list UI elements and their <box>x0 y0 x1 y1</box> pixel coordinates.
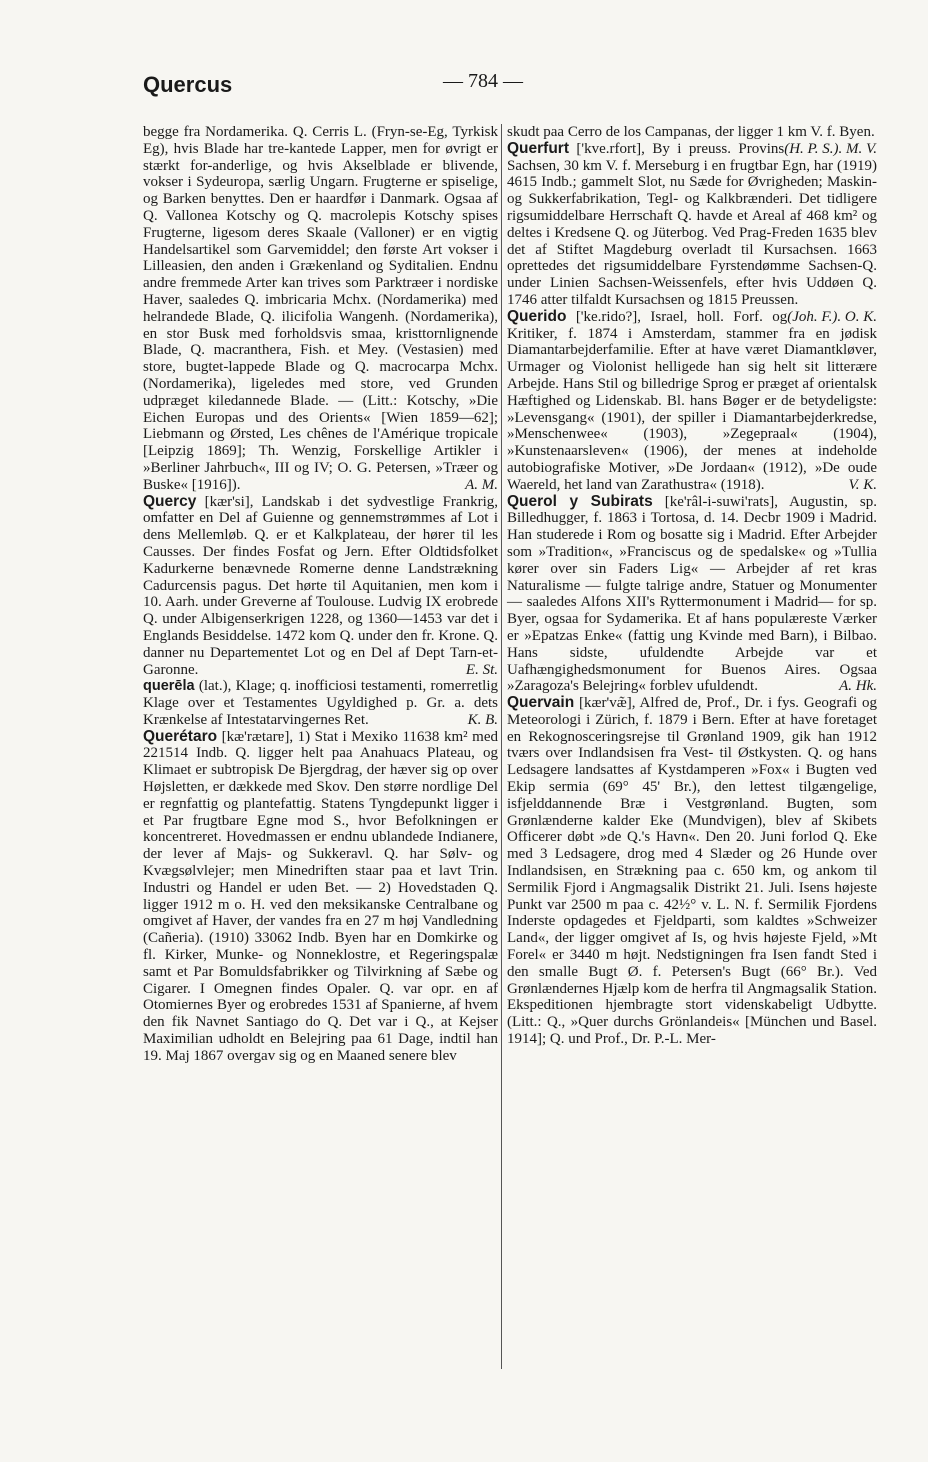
author-signature: A. M. <box>465 476 498 493</box>
author-signature: K. B. <box>467 711 498 728</box>
entry-text: (lat.), Klage; q. inofficiosi testamenti, romerretlig Klage over et Testamentes Ugyldighed p. Gr. a. dets Krænkelse af Intestatarvingernes Ret. <box>143 678 499 728</box>
page-header <box>143 68 876 104</box>
entry-queretaro <box>143 729 498 1065</box>
entry-text: [kær'si], Landskab i det sydvestlige Frankrig, omfatter en Del af Guienne og gennemstrømmes af Lot i dens Mellemløb. Q. er et Kalkplateau, der hører til les Causses. Der findes Fosfat og Jern. Efter Oldtidsfolket Kadurkerne benævnede Romerne denne Landstrækning Cadurcensis pagus. Det hørte til Aquitanien, men kom i 10. Aarh. under Greverne af Toulouse. Ludvig IX erobrede Q. under Albigenserkrigen 1228, og 1360—1453 var det i Englands Besiddelse. 1472 kom Q. under den fr. Krone. Q. danner nu Departementet Lot og en Del af Dept Tarn-et-Garonne. <box>143 493 499 678</box>
left-column <box>143 124 498 1065</box>
entry-headword: querēla <box>143 678 195 695</box>
entry-text: [kæ'rætarɐ], 1) Stat i Mexiko 11638 km² med 221514 Indb. Q. ligger helt paa Anahuacs Plateau, og Klimaet er subtropisk De Bjergdrag, der hæver sig op over Højsletten, er dækkede med Skov. Den større nordlige Del er regnfattig og plantefattig. Statens Tyngdepunkt ligger i et Par frugtbare Egne mod S., hvor Befolkningen er koncentreret. Hovedmassen er endnu ublandede Indianere, der lever af Majs- og Sukkeravl. Q. har Sølv- og Kvægsølvlejer; men Minedriften staar paa et lavt Trin. Industri og Handel er uden Bet. — 2) Hovedstaden Q. ligger 1912 m o. H. ved den meksikanske Centralbane og omgivet af Haver, der vandes fra en 27 m høj Vandledning (Cañeria). (1910) 33062 Indb. Byen har en Domkirke og fl. Kirker, Munke- og Nonneklostre, et Regeringspalæ samt et Par Bomuldsfabrikker og Tilvirkning af Sæbe og Cigarer. I Omegnen findes Opaler. Q. var opr. en af Otomiernes Byer og erobredes 1531 af Spanierne, af hvem den fik Navnet Santiago do Q. Det var i Q., at Kejser Maximilian udholdt en Belejring paa 61 Dage, indtil han 19. Maj 1867 overgav sig og en Maaned senere blev <box>143 728 498 1064</box>
running-headword: Quercus <box>143 72 233 97</box>
author-signature: E. St. <box>465 661 498 678</box>
entry-querido <box>507 309 877 494</box>
entry-headword: Quervain <box>507 694 575 712</box>
entry-querela <box>143 678 498 728</box>
author-signature: (H. P. S.). M. V. <box>784 140 877 157</box>
entry-headword: Querétaro <box>143 727 218 745</box>
entry-quervain <box>507 695 877 1048</box>
entry-text: [kær'væ̃], Alfred de, Prof., Dr. i fys. Geografi og Meteorologi i Zürich, f. 1879 i Bern. Efter at have foretaget en Rekognosceringsrejse til Grønland 1909, gik han 1912 tværs over Indlandsisen fra Vest- til Østkysten. Q. og hans Ledsagere landsattes af Kystdamperen »Fox« i Bugten ved Ekip sermia (69° 45' Br.), den lettest tilgængelige, isfjelddannende Bræ i Vestgrønland. Bugten, som Grønlænderne kalder Eke (Mundvigen), blev af Skibets Officerer døbt »de Q.'s Havn«. Den 20. Juni forlod Q. Eke med 3 Ledsagere, drog med 4 Slæder og 26 Hunde over Indlandsisen, en Strækning paa c. 650 km, og ankom til Sermilik Fjord i Angmagsalik Distrikt 21. Juli. Isens højeste Punkt var 2500 m paa c. 42½° v. L. N. f. Sermilik Fjordens Inderste opdagedes et Fjeldparti, som kaldtes »Schweizer Land«, der ligger omgivet af Is, og hvis højeste Fjeld, »Mt Forel« er 3440 m højt. Nedstigningen fra Isen fandt Sted i den smalle Bugt Ø. f. Petersen's Bugt (66° Br.). Ved Grønlændernes Hjælp kom de herfra til Angmagsalik Station. Ekspeditionen hjembragte stort videnskabeligt Udbytte. (Litt.: Q., »Quer durchs Grönlandeis« [München und Basel. 1914]; Q. und Prof., Dr. P.-L. Mer- <box>507 695 877 1048</box>
author-signature: V. K. <box>848 476 877 493</box>
page-number: — 784 — <box>443 70 523 92</box>
author-signature: (Joh. F.). O. K. <box>787 308 877 325</box>
entry-text: begge fra Nordamerika. Q. Cerris L. (Fryn-se-Eg, Tyrkisk Eg), hvis Blade har tre-kantede Lapper, men for øvrigt er stærkt for-anderlige, og hvis Akselblade er blivende, vokser i Sydeuropa, særlig Ungarn. Frugterne er spiselige, og Barken benyttes. Den er haardfør i Danmark. Ogsaa af Q. Vallonea Kotschy og Q. macrolepis Kotschy spises Frugterne, ligesom deres Skaale (Valloner) er en vigtig Handelsartikel som Garvemiddel; den første Art vokser i Lilleasien, den anden i Grækenland og Syditalien. Endnu andre fremmede Arter kan trives som Parktræer i nordiske Haver, saaledes Q. imbricaria Mchx. (Nordamerika) med helrandede Blade, Q. ilicifolia Wangenh. (Nordamerika), en stor Busk med forholdsvis smaa, kristtornlignende Blade, Q. macranthera, Fish. et Mey. (Vestasien) med store, bugtet-lappede Blade og Q. macrocarpa Mchx. (Nordamerika), ligeledes med store, ved Grunden udpræget kiledannede Blade. — (Litt.: Kotschy, »Die Eichen Europas und des Orients« [Wien 1859—62]; Liebmann og Ørsted, Les chênes de l'Amérique tropicale [Leipzig 1869]; Th. Wenzig, Forskellige Artikler i »Berliner Jahrbuch«, III og IV; O. G. Petersen, »Træer og Buske« [1916]). <box>143 124 498 493</box>
entry-text: ['ke.rido?], Israel, holl. Forf. og Kritiker, f. 1874 i Amsterdam, stammer fra en jødisk Diamantarbejderfamilie. Efter at have været Diamantkløver, Urmager og Violonist helligede han sig helt sit litterære Arbejde. Hans Stil og billedrige Sprog er præget af orientalsk Hæftighed og Lidenskab. Bl. hans Bøger er de betydeligste: »Levensgang« (1901), der spiller i Diamantarbejderkredse, »Menschenwee« (1903), »Zegepraal« (1904), »Kunstenaarsleven« (1906), der menes at indeholde autobiografiske Motiver, »De Jordaan« (1912), »De oude Waereld, het land van Zarathustra« (1918). <box>507 308 877 493</box>
entry-querol-y-subirats <box>507 494 877 696</box>
column-divider <box>501 124 502 1369</box>
entry-headword: Quercy <box>143 492 197 510</box>
entry-quercus-continued <box>143 124 498 494</box>
entry-text: [ke'râl-i-suwi'rats], Augustin, sp. Billedhugger, f. 1863 i Tortosa, d. 14. Decbr 1909 i Madrid. Han studerede i Rom og bosatte sig i Madrid. Efter Arbejder som »Tradition«, »Franciscus og de spedalske« og »Tullia kører over sin Faders Lig« — Arbejder af ret kras Naturalisme — fulgte talrige andre, Statuer og Monumenter — saaledes Alfons XII's Ryttermonument i Madrid— for sp. Byer, ogsaa for Sydamerika. Et af hans populæreste Værker er »Epatzas Enke« (fattig ung Kvinde med Barn), i Bilbao. Hans sidste, ufuldendte Arbejde var et Uafhængighedsmonument for Buenos Aires. Ogsaa »Zaragoza's Belejring« forblev ufuldendt. <box>507 493 877 695</box>
entry-headword: Querido <box>507 307 567 325</box>
entry-headword: Querfurt <box>507 139 569 157</box>
entry-text: ['kve.rfort], By i preuss. Provins Sachsen, 30 km V. f. Merseburg i en frugtbar Egn, har (1919) 4615 Indb.; gammelt Slot, nu Sæde for Øvrigheden; Maskin- og Sukkerfabrikation, Tegl- og Kalkbrænderi. Det tidligere rigsumiddelbare Herrschaft Q. havde et Areal af 468 km² og deltes i Kredsene Q. og Jüterbog. Ved Prag-Freden 1635 blev det af Stiftet Magdeburg overladt til Kursachsen. 1663 oprettedes det rigsumiddelbare Fyrstendømme Sachsen-Q. under Linien Sachsen-Weissenfels, efter hvis Uddøen Q. 1746 atter tilfaldt Kursachsen og 1815 Preussen. <box>507 140 877 308</box>
right-column <box>507 124 877 1048</box>
author-signature: A. Hk. <box>839 678 877 695</box>
entry-headword: Querol y Subirats <box>507 492 653 510</box>
entry-text: skudt paa Cerro de los Campanas, der ligger 1 km V. f. Byen. <box>507 124 875 140</box>
entry-quercy <box>143 494 498 679</box>
